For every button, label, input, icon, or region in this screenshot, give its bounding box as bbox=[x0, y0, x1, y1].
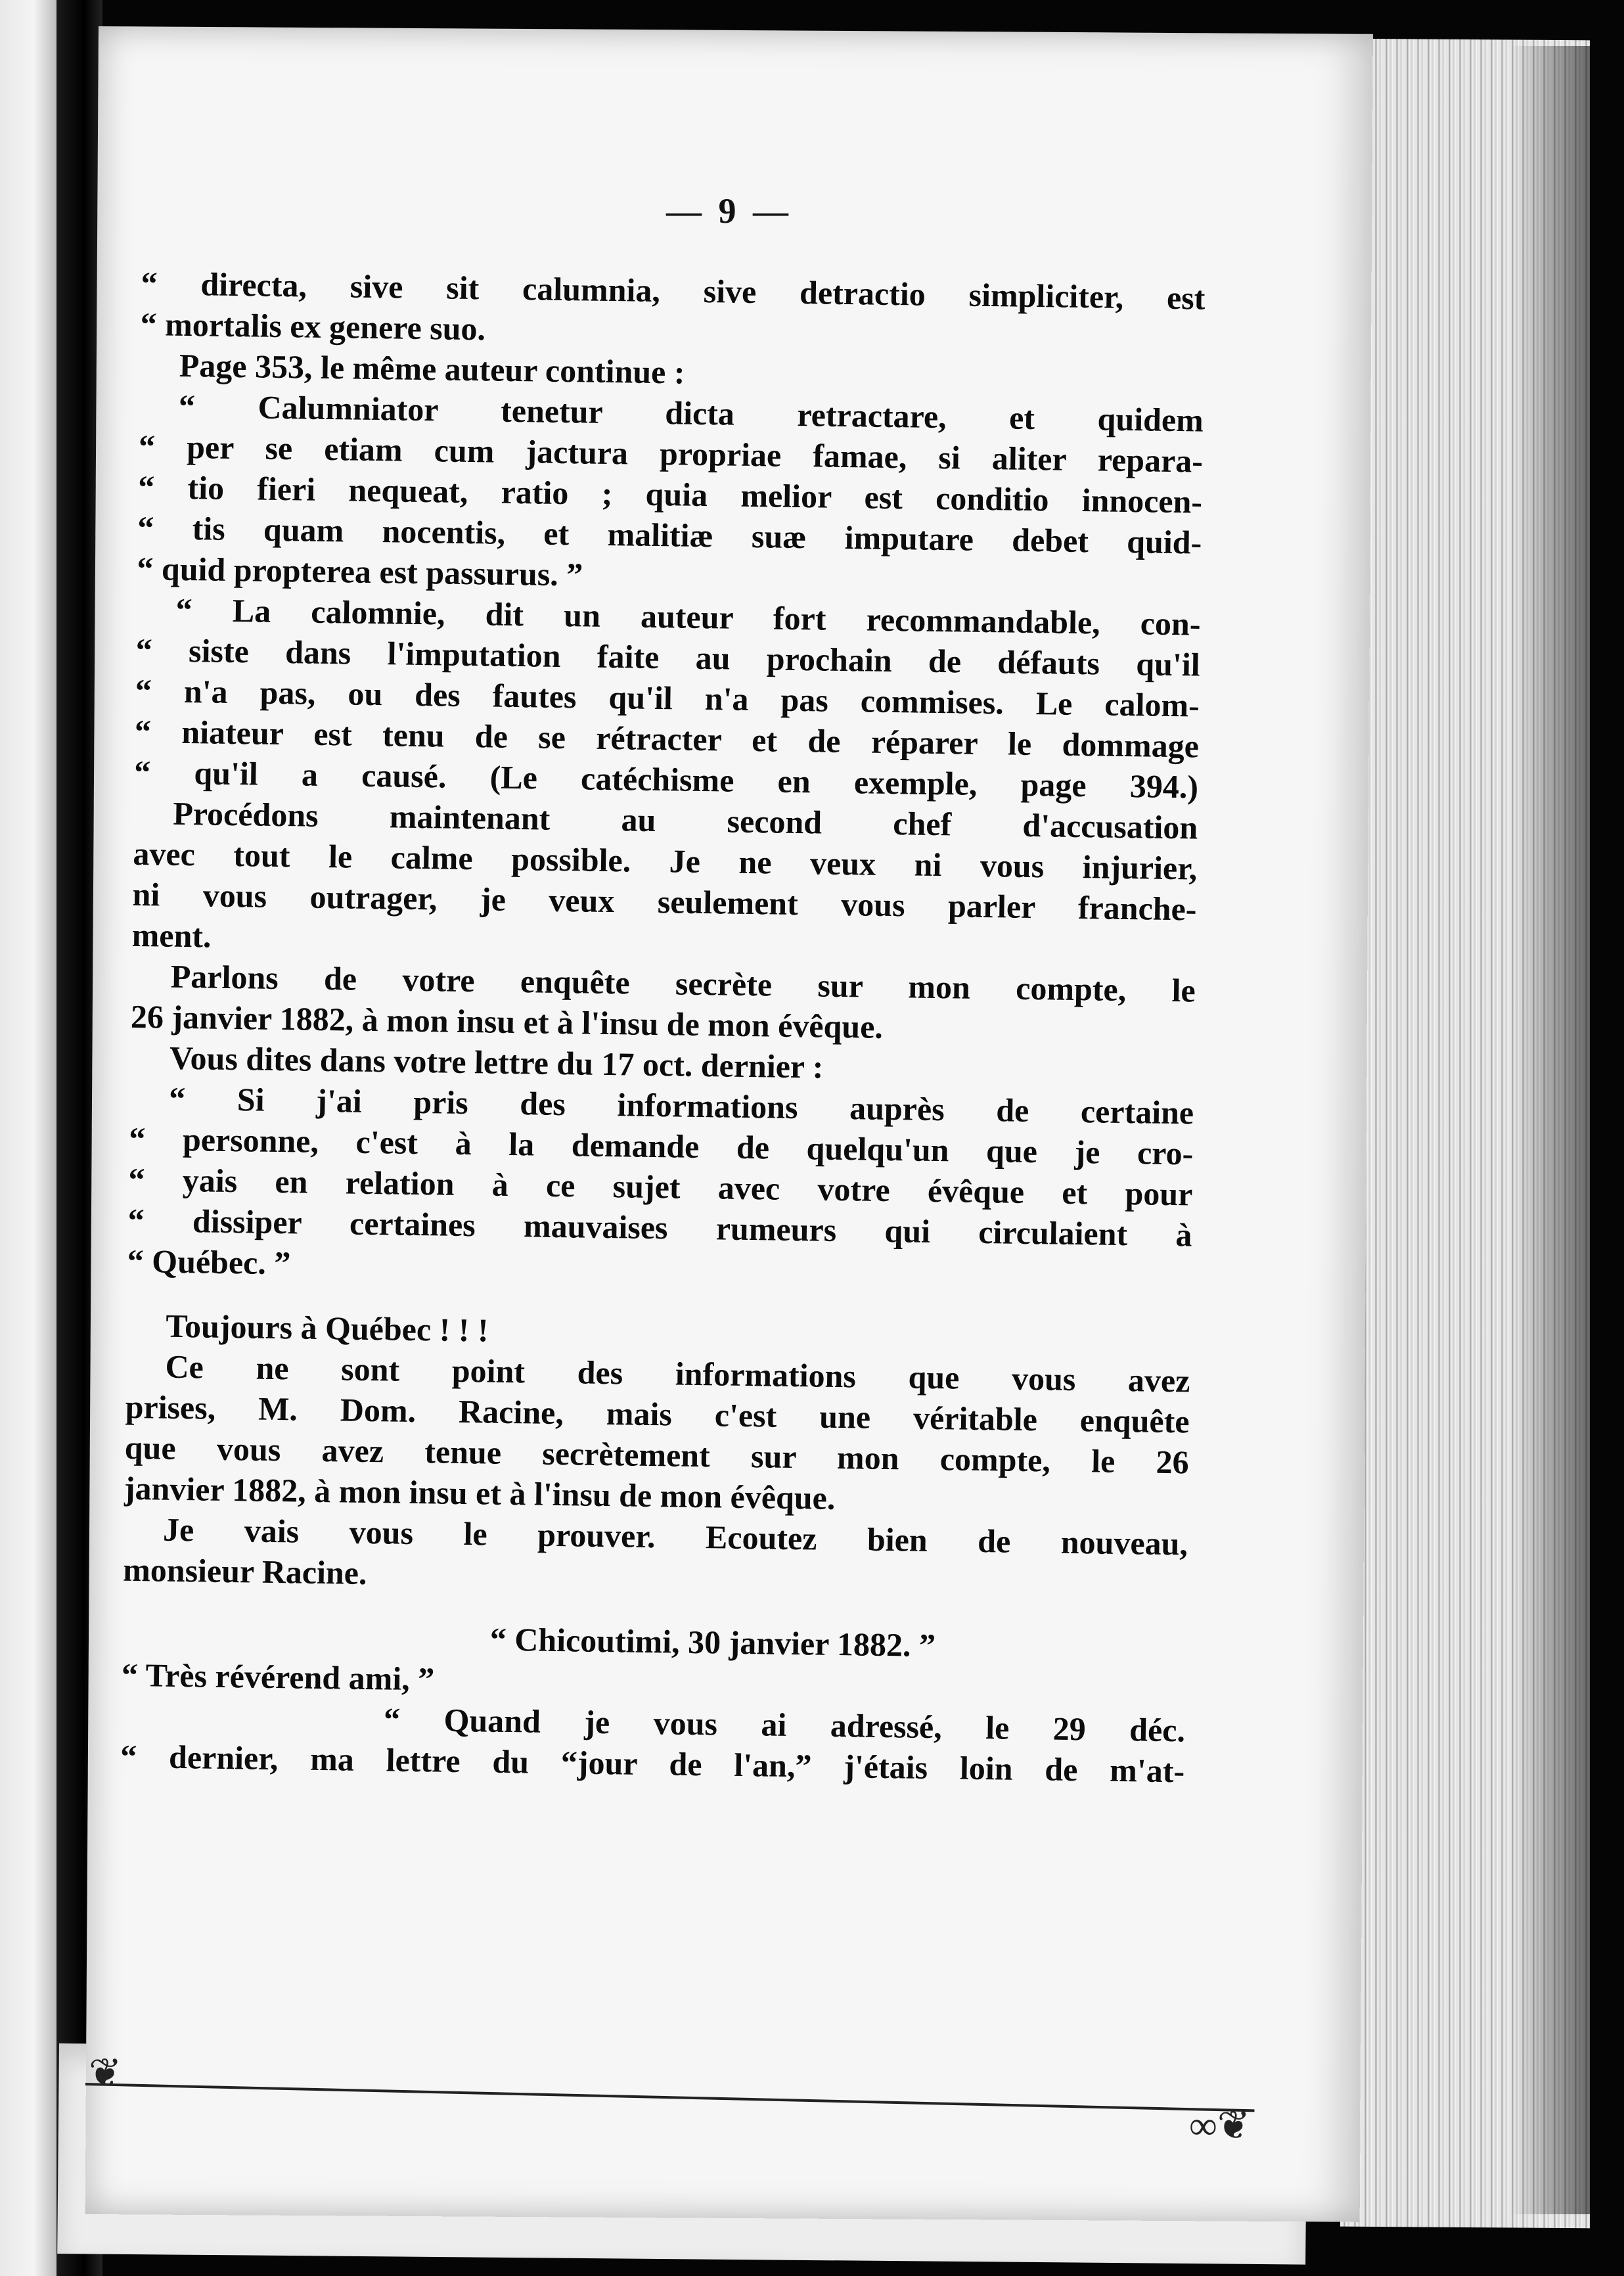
text-line: avec tout le calme possible. Je ne veux ni vous injurier, bbox=[133, 834, 1198, 887]
text-line: “ La calomnie, dit un auteur fort recommandable, con- bbox=[175, 591, 1201, 643]
text-line: “ Si j'ai pris des informations auprès de certaine bbox=[168, 1080, 1194, 1131]
text-line: janvier 1882, à mon insu et à l'insu de mon évêque. bbox=[124, 1469, 836, 1516]
text-line: “ personne, c'est à la demande de quelqu'un que je cro- bbox=[128, 1120, 1194, 1172]
text-line: “ tis quam nocentis, et malitiæ suæ imputare debet quid- bbox=[137, 509, 1202, 561]
ornament-left-icon: ❦ bbox=[89, 2051, 122, 2095]
text-line: “ quid propterea est passurus. ” bbox=[137, 549, 583, 593]
text-line: Page 353, le même auteur continue : bbox=[179, 346, 685, 391]
text-line: “ Chicoutimi, 30 janvier 1882. ” bbox=[489, 1620, 936, 1664]
text-line: “ dissiper certaines mauvaises rumeurs qui circulaient à bbox=[127, 1201, 1192, 1254]
text-line: “ Très révérend ami, ” bbox=[121, 1656, 435, 1698]
text-line: ment. bbox=[131, 916, 212, 955]
text-line: Parlons de votre enquête secrète sur mon compte, le bbox=[170, 957, 1196, 1009]
text-line: “ tio fieri nequeat, ratio ; quia melior est conditio innocen- bbox=[137, 468, 1203, 520]
text-line: prises, M. Dom. Racine, mais c'est une véritable enquête bbox=[125, 1388, 1190, 1440]
text-line: “ qu'il a causé. (Le catéchisme en exemple, page 394.) bbox=[133, 753, 1199, 806]
page-edges-shadow bbox=[1511, 46, 1590, 2214]
text-line: “ n'a pas, ou des fautes qu'il n'a pas commises. Le calom- bbox=[135, 671, 1200, 724]
text-line: Toujours à Québec ! ! ! bbox=[166, 1307, 489, 1349]
text-line: “ dernier, ma lettre du “jour de l'an,” j'étais loin de m'at- bbox=[120, 1737, 1185, 1790]
text-line: Je vais vous le prouver. Ecoutez bien de nouveau, bbox=[162, 1511, 1188, 1562]
facing-page-edge bbox=[0, 0, 56, 2276]
text-line: 26 janvier 1882, à mon insu et à l'insu de mon évêque. bbox=[130, 997, 884, 1045]
text-line: “ directa, sive sit calumnia, sive detractio simpliciter, est bbox=[141, 264, 1206, 317]
text-line: “ mortalis ex genere suo. bbox=[140, 305, 486, 348]
text-line: ni vous outrager, je veux seulement vous parler franche- bbox=[132, 875, 1197, 928]
page-number: — 9 — bbox=[666, 191, 792, 231]
body-text bbox=[120, 263, 1206, 1791]
text-line: “ Quand je vous ai adressé, le 29 déc. bbox=[383, 1700, 1186, 1749]
text-line: Ce ne sont point des informations que vous avez bbox=[165, 1348, 1190, 1400]
text-line: “ per se etiam cum jactura propriae famae, si aliter repara- bbox=[138, 427, 1204, 480]
text-line: “ yais en relation à ce sujet avec votre évêque et pour bbox=[128, 1160, 1193, 1213]
text-line: “ niateur est tenu de se rétracter et de réparer le dommage bbox=[134, 712, 1200, 765]
text-line: que vous avez tenue secrètement sur mon compte, le 26 bbox=[124, 1428, 1190, 1481]
text-line: “ siste dans l'imputation faite au prochain de défauts qu'il bbox=[135, 631, 1201, 683]
ornament-right-icon: ∞❦ bbox=[1189, 2104, 1251, 2147]
text-line: Procédons maintenant au second chef d'accusation bbox=[172, 794, 1198, 846]
text-line: Vous dites dans votre lettre du 17 oct. dernier : bbox=[169, 1039, 824, 1085]
text-line: “ Québec. ” bbox=[127, 1242, 291, 1282]
text-line: monsieur Racine. bbox=[122, 1551, 367, 1591]
text-line: “ Calumniator tenetur dicta retractare, et quidem bbox=[178, 387, 1204, 439]
